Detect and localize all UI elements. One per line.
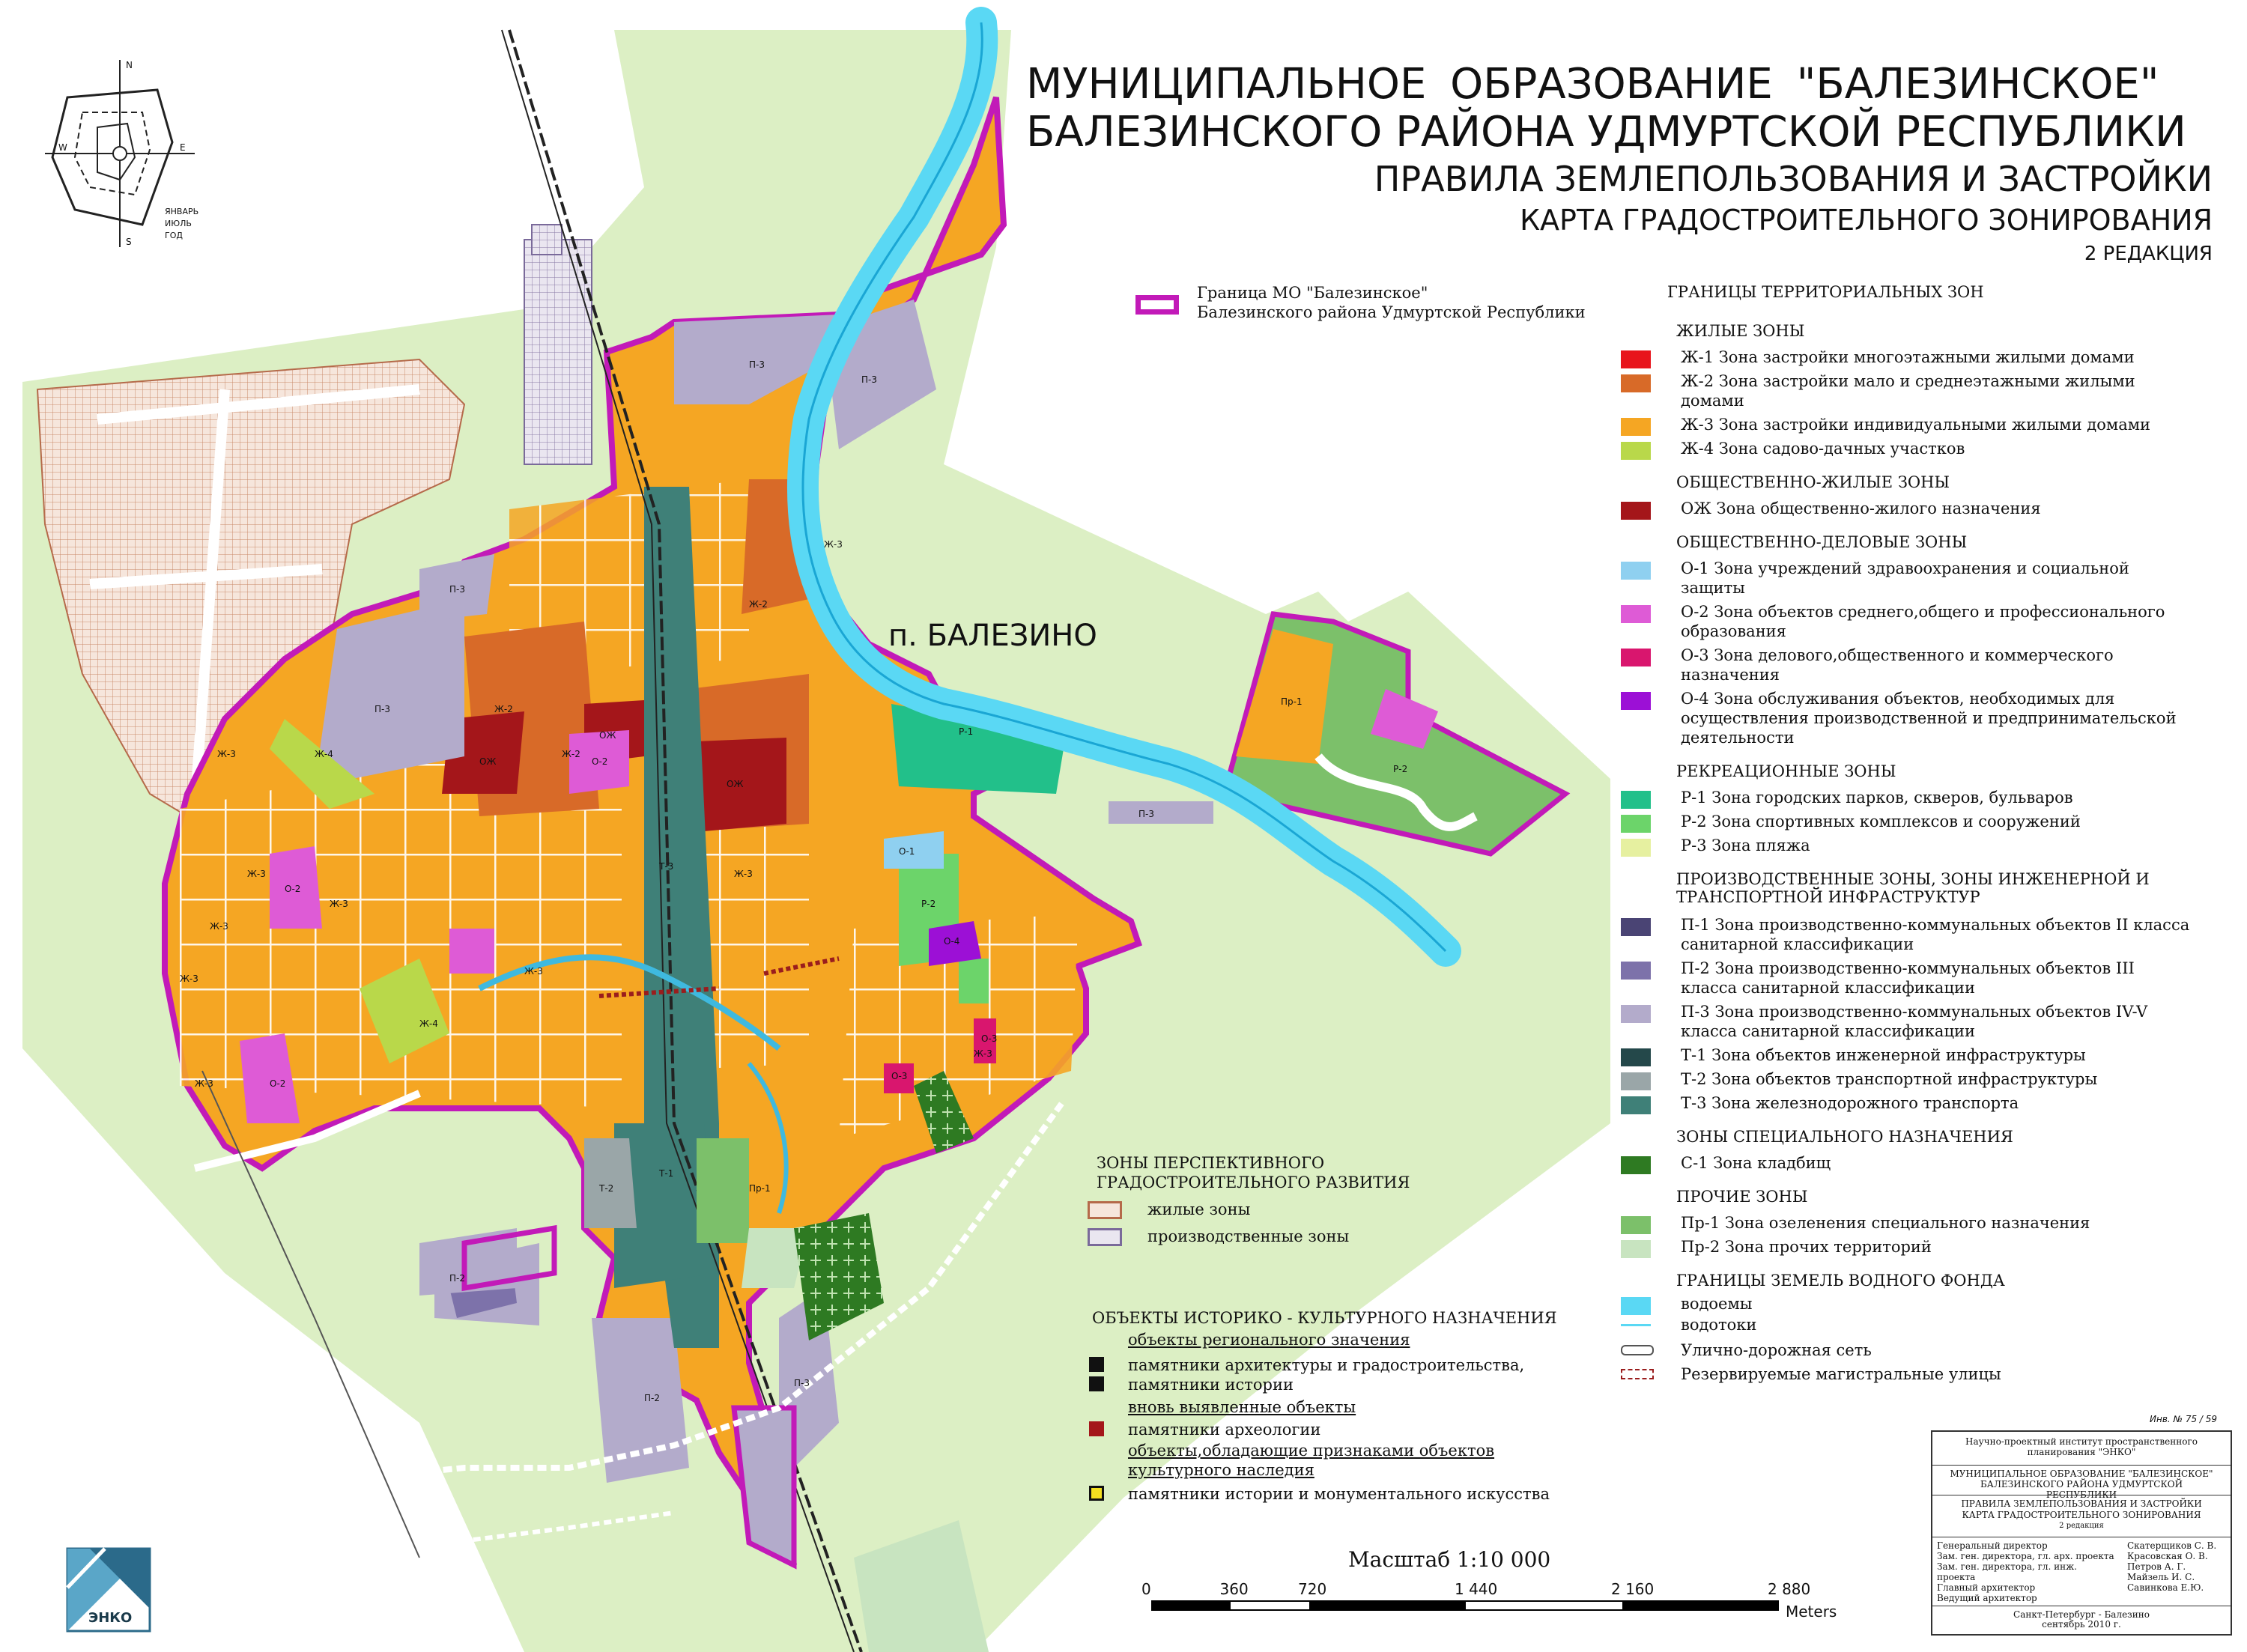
prospective-title: ЗОНЫ ПЕРСПЕКТИВНОГО ГРАДОСТРОИТЕЛЬНОГО РАЗВИТИЯ bbox=[1097, 1154, 1410, 1191]
legend-swatch-residential-0 bbox=[1621, 350, 1651, 368]
legend-swatch-business-1 bbox=[1621, 605, 1651, 623]
stamp-name: Савинкова Е.Ю. bbox=[2127, 1582, 2204, 1593]
zone-label: П-2 bbox=[644, 1393, 660, 1403]
scale-bar bbox=[1152, 1601, 1779, 1610]
stamp-role: Зам. ген. директора, гл. арх. проекта bbox=[1937, 1551, 2114, 1561]
zone-label: П-3 bbox=[794, 1378, 810, 1388]
heritage-signs: объекты,обладающие признаками объектов культурного наследия bbox=[1128, 1442, 1495, 1479]
legend-swatch-business-2 bbox=[1621, 649, 1651, 666]
legend-swatch-recreation-2 bbox=[1621, 839, 1651, 857]
legend-item-residential-1: Ж-2 Зона застройки мало и среднеэтажными жилыми домами bbox=[1681, 372, 2135, 410]
zone-label: Т-2 bbox=[599, 1183, 614, 1194]
stamp-role: Ведущий архитектор bbox=[1937, 1593, 2037, 1603]
zone-label: О-3 bbox=[891, 1071, 908, 1081]
title-stamp bbox=[1931, 1430, 2232, 1636]
legend-item-recreation-0: Р-1 Зона городских парков, скверов, бульваров bbox=[1681, 789, 2073, 807]
legend-watercourse: водотоки bbox=[1681, 1316, 1757, 1334]
stamp-name: Петров А. Г. bbox=[2127, 1561, 2186, 1572]
prospective-residential-swatch bbox=[1088, 1201, 1122, 1219]
zone-label: Ж-3 bbox=[734, 869, 753, 879]
legend-item-public_residential-0: ОЖ Зона общественно-жилого назначения bbox=[1681, 499, 2041, 517]
zone-label: Ж-3 bbox=[824, 539, 843, 550]
scale-tick-label: 720 bbox=[1298, 1580, 1327, 1598]
prospective-industrial-label: производственные зоны bbox=[1147, 1227, 1350, 1245]
monument-icon bbox=[1089, 1357, 1104, 1372]
stamp-city: Санкт-Петербург - Балезино bbox=[1932, 1606, 2231, 1620]
zone-label: Т-1 bbox=[659, 1168, 674, 1179]
stamp-role: Главный архитектор bbox=[1937, 1582, 2036, 1593]
title-edition: 2 РЕДАКЦИЯ bbox=[2084, 243, 2213, 265]
stamp-mo: МУНИЦИПАЛЬНОЕ ОБРАЗОВАНИЕ "БАЛЕЗИНСКОЕ" БАЛЕЗИНСКОГО РАЙОНА УДМУРТСКОЙ РЕСПУБЛИКИ bbox=[1932, 1465, 2231, 1500]
legend-item-industrial-3: Т-1 Зона объектов инженерной инфраструктуры bbox=[1681, 1046, 2086, 1064]
stamp-role: Зам. ген. директора, гл. инж. проекта bbox=[1937, 1561, 2077, 1582]
title-line-3: ПРАВИЛА ЗЕМЛЕПОЛЬЗОВАНИЯ И ЗАСТРОЙКИ bbox=[1374, 159, 2213, 199]
scale-tick-label: 360 bbox=[1219, 1580, 1249, 1598]
legend-reserved-streets: Резервируемые магистральные улицы bbox=[1681, 1365, 2001, 1383]
boundary-legend-line-1: Граница МО "Балезинское" bbox=[1197, 284, 1428, 302]
legend-swatch-industrial-0 bbox=[1621, 918, 1651, 936]
legend-water-title: ГРАНИЦЫ ЗЕМЕЛЬ ВОДНОГО ФОНДА bbox=[1676, 1272, 2005, 1290]
zone-label: О-3 bbox=[981, 1033, 998, 1044]
legend-road-network: Улично-дорожная сеть bbox=[1681, 1341, 1872, 1359]
legend-group-business: ОБЩЕСТВЕННО-ДЕЛОВЫЕ ЗОНЫ bbox=[1676, 533, 1968, 551]
history-icon bbox=[1089, 1376, 1104, 1391]
legend-item-other-1: Пр-2 Зона прочих территорий bbox=[1681, 1238, 1932, 1256]
stamp-role: Генеральный директор bbox=[1937, 1540, 2048, 1551]
zone-label: ОЖ bbox=[599, 730, 616, 741]
zone-label: Р-2 bbox=[921, 899, 936, 909]
stamp-date: сентябрь 2010 г. bbox=[2042, 1619, 2121, 1630]
legend-group-other: ПРОЧИЕ ЗОНЫ bbox=[1676, 1188, 1808, 1206]
scale-title: Масштаб 1:10 000 bbox=[1348, 1547, 1551, 1572]
stamp-names bbox=[2127, 1540, 2225, 1593]
zone-label: Ж-3 bbox=[195, 1078, 213, 1089]
compass-north: N bbox=[126, 60, 133, 70]
legend-swatch-public_residential-0 bbox=[1621, 502, 1651, 520]
legend-item-residential-2: Ж-3 Зона застройки индивидуальными жилыми домами bbox=[1681, 416, 2151, 434]
legend-swatch-residential-1 bbox=[1621, 374, 1651, 392]
scale-tick-label: 2 880 bbox=[1768, 1580, 1811, 1598]
legend-item-business-3: О-4 Зона обслуживания объектов, необходимых для осуществления производственной и предпринимательской деятельности bbox=[1681, 690, 2177, 747]
inventory-number: Инв. № 75 / 59 bbox=[2150, 1414, 2218, 1424]
zone-label: Ж-2 bbox=[562, 749, 580, 759]
legend-swatch-residential-3 bbox=[1621, 442, 1651, 460]
boundary-swatch bbox=[1135, 295, 1179, 315]
legend-swatch-industrial-4 bbox=[1621, 1072, 1651, 1090]
zone-label: О-4 bbox=[944, 936, 960, 947]
logo-text: ЭНКО bbox=[88, 1610, 133, 1626]
legend-swatch-other-1 bbox=[1621, 1240, 1651, 1258]
legend-item-business-0: О-1 Зона учреждений здравоохранения и социальной защиты bbox=[1681, 559, 2129, 597]
stamp-name: Красовская О. В. bbox=[2127, 1551, 2208, 1561]
scale-tick-label: 1 440 bbox=[1455, 1580, 1498, 1598]
scale-tick-label: 0 bbox=[1141, 1580, 1151, 1598]
legend-item-industrial-2: П-3 Зона производственно-коммунальных объектов IV-V класса санитарной классификации bbox=[1681, 1003, 2148, 1040]
legend-item-recreation-2: Р-3 Зона пляжа bbox=[1681, 836, 1810, 854]
legend-item-residential-0: Ж-1 Зона застройки многоэтажными жилыми домами bbox=[1681, 348, 2135, 366]
zone-label: Ж-3 bbox=[210, 921, 228, 932]
legend-swatch-business-3 bbox=[1621, 692, 1651, 710]
zone-label: Ж-2 bbox=[494, 704, 513, 714]
title-line-4: КАРТА ГРАДОСТРОИТЕЛЬНОГО ЗОНИРОВАНИЯ bbox=[1520, 204, 2213, 237]
legend-item-industrial-5: Т-3 Зона железнодорожного транспорта bbox=[1681, 1094, 2019, 1112]
legend-item-industrial-4: Т-2 Зона объектов транспортной инфраструктуры bbox=[1681, 1070, 2098, 1088]
legend-swatch-reserved bbox=[1621, 1369, 1654, 1379]
legend-swatch-special-0 bbox=[1621, 1156, 1651, 1174]
art-monument-icon bbox=[1089, 1486, 1104, 1501]
stamp-edition: 2 редакция bbox=[2059, 1522, 2104, 1530]
zone-label: Ж-2 bbox=[749, 599, 768, 610]
legend-group-special: ЗОНЫ СПЕЦИАЛЬНОГО НАЗНАЧЕНИЯ bbox=[1676, 1128, 2013, 1146]
legend-swatch-water bbox=[1621, 1297, 1651, 1315]
archaeology-icon bbox=[1089, 1421, 1104, 1436]
legend-item-business-2: О-3 Зона делового,общественного и коммерческого назначения bbox=[1681, 646, 2114, 684]
zone-label: Ж-3 bbox=[974, 1048, 992, 1059]
zone-label: О-1 bbox=[899, 846, 915, 857]
legend-swatch-industrial-3 bbox=[1621, 1048, 1651, 1066]
zone-label: Пр-1 bbox=[749, 1183, 771, 1194]
compass-east: E bbox=[180, 142, 186, 153]
zone-label: О-2 bbox=[592, 756, 608, 767]
stamp-name: Скатерщиков С. В. bbox=[2127, 1540, 2217, 1551]
legend-item-business-1: О-2 Зона объектов среднего,общего и профессионального образования bbox=[1681, 603, 2165, 640]
heritage-new: вновь выявленные объекты bbox=[1128, 1398, 1356, 1416]
legend-swatch-watercourse bbox=[1621, 1324, 1651, 1326]
scale-tick-label: 2 160 bbox=[1611, 1580, 1655, 1598]
legend-title: ГРАНИЦЫ ТЕРРИТОРИАЛЬНЫХ ЗОН bbox=[1667, 283, 1984, 301]
legend-item-industrial-0: П-1 Зона производственно-коммунальных объектов II класса санитарной классификации bbox=[1681, 916, 2190, 953]
stamp-map: КАРТА ГРАДОСТРОИТЕЛЬНОГО ЗОНИРОВАНИЯ bbox=[1962, 1510, 2201, 1520]
zone-label: О-2 bbox=[270, 1078, 286, 1089]
zone-label: П-3 bbox=[449, 584, 465, 595]
zone-label: П-2 bbox=[449, 1273, 465, 1284]
heritage-art: памятники истории и монументального искусства bbox=[1128, 1485, 1550, 1503]
prospective-residential-label: жилые зоны bbox=[1147, 1200, 1251, 1218]
zone-label: Ж-4 bbox=[315, 749, 333, 759]
legend-item-residential-3: Ж-4 Зона садово-дачных участков bbox=[1681, 440, 1965, 458]
legend-swatch-recreation-0 bbox=[1621, 791, 1651, 809]
stamp-signatures bbox=[1932, 1537, 2231, 1602]
zone-label: Т-3 bbox=[659, 861, 674, 872]
zone-label: Ж-3 bbox=[330, 899, 348, 909]
zone-label: Ж-3 bbox=[247, 869, 266, 879]
compass-west: W bbox=[58, 142, 67, 153]
prospective-industrial-swatch bbox=[1088, 1228, 1122, 1246]
zone-label: Ж-3 bbox=[524, 966, 543, 977]
stamp-roles bbox=[1937, 1540, 2117, 1603]
zone-label: Р-2 bbox=[1393, 764, 1408, 774]
town-label: п. БАЛЕЗИНО bbox=[888, 619, 1097, 653]
legend-group-industrial: ПРОИЗВОДСТВЕННЫЕ ЗОНЫ, ЗОНЫ ИНЖЕНЕРНОЙ И ТРАНСПОРТНОЙ ИНФРАСТРУКТУР bbox=[1676, 870, 2150, 906]
heritage-monuments: памятники архитектуры и градостроительства, памятники истории bbox=[1128, 1356, 1525, 1394]
legend-group-recreation: РЕКРЕАЦИОННЫЕ ЗОНЫ bbox=[1676, 762, 1896, 780]
heritage-archaeology: памятники археологии bbox=[1128, 1421, 1321, 1439]
legend-group-public_residential: ОБЩЕСТВЕННО-ЖИЛЫЕ ЗОНЫ bbox=[1676, 473, 1950, 491]
heritage-title: ОБЪЕКТЫ ИСТОРИКО - КУЛЬТУРНОГО НАЗНАЧЕНИЯ bbox=[1092, 1309, 1557, 1327]
compass-legend-item: ЯНВАРЬ bbox=[165, 207, 199, 216]
legend-swatch-recreation-1 bbox=[1621, 815, 1651, 833]
legend-swatch-industrial-1 bbox=[1621, 962, 1651, 980]
legend-swatch-road bbox=[1621, 1345, 1654, 1355]
zone-label: Пр-1 bbox=[1281, 696, 1303, 707]
zone-label: П-3 bbox=[1138, 809, 1154, 819]
zone-label: О-2 bbox=[285, 884, 301, 894]
legend-waterbody: водоемы bbox=[1681, 1295, 1753, 1313]
legend-swatch-other-0 bbox=[1621, 1216, 1651, 1234]
zone-label: Р-1 bbox=[959, 726, 974, 737]
legend-item-industrial-1: П-2 Зона производственно-коммунальных объектов III класса санитарной классификации bbox=[1681, 959, 2135, 997]
zone-label: ОЖ bbox=[479, 756, 497, 767]
legend-swatch-residential-2 bbox=[1621, 418, 1651, 436]
legend-group-residential: ЖИЛЫЕ ЗОНЫ bbox=[1676, 322, 1805, 340]
zone-label: Ж-3 bbox=[180, 974, 198, 984]
legend-item-other-0: Пр-1 Зона озеленения специального назначения bbox=[1681, 1214, 2090, 1232]
zone-label: ОЖ bbox=[727, 779, 744, 789]
zone-label: П-3 bbox=[861, 374, 877, 385]
scale-unit: Meters bbox=[1786, 1603, 1837, 1621]
compass-south: S bbox=[126, 237, 132, 247]
stamp-doc: ПРАВИЛА ЗЕМЛЕПОЛЬЗОВАНИЯ И ЗАСТРОЙКИ bbox=[1932, 1495, 2231, 1509]
zone-label: П-3 bbox=[749, 359, 765, 370]
heritage-regional: объекты регионального значения bbox=[1128, 1331, 1410, 1349]
stamp-name: Майзель И. С. bbox=[2127, 1572, 2195, 1582]
compass-legend-item: ГОД bbox=[165, 231, 183, 240]
title-line-2: БАЛЕЗИНСКОГО РАЙОНА УДМУРТСКОЙ РЕСПУБЛИКИ bbox=[1026, 108, 2186, 157]
boundary-legend-line-2: Балезинского района Удмуртской Республики bbox=[1197, 303, 1586, 321]
zone-label: Ж-4 bbox=[419, 1018, 438, 1029]
legend-swatch-industrial-2 bbox=[1621, 1005, 1651, 1023]
title-line-1: МУНИЦИПАЛЬНОЕ ОБРАЗОВАНИЕ "БАЛЕЗИНСКОЕ" bbox=[1026, 60, 2159, 109]
legend-item-recreation-1: Р-2 Зона спортивных комплексов и сооружений bbox=[1681, 813, 2081, 830]
legend-item-special-0: С-1 Зона кладбищ bbox=[1681, 1154, 1831, 1172]
zone-label: П-3 bbox=[374, 704, 390, 714]
compass-legend-item: ИЮЛЬ bbox=[165, 219, 192, 228]
legend-swatch-industrial-5 bbox=[1621, 1096, 1651, 1114]
zone-label: Ж-3 bbox=[217, 749, 236, 759]
stamp-institute: Научно-проектный институт пространственного планирования "ЭНКО" bbox=[1965, 1436, 2198, 1457]
legend-swatch-business-0 bbox=[1621, 562, 1651, 580]
